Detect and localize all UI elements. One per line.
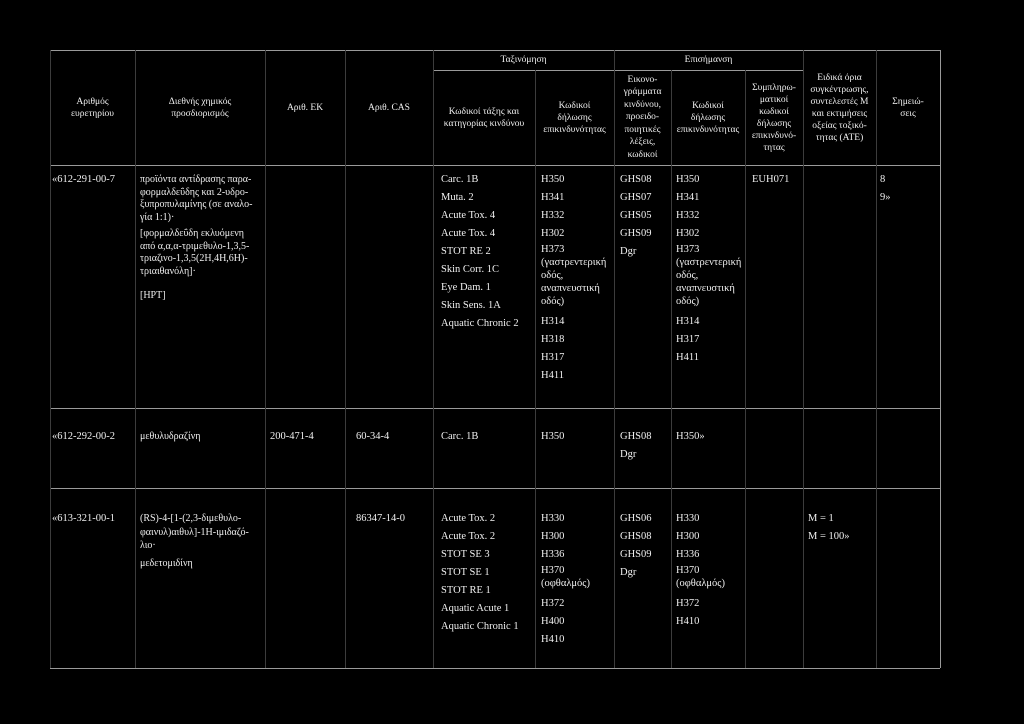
header-text: δήλωσης [690,112,726,123]
header-text: λέξεις, [629,137,656,148]
row-2-index-number [52,428,115,446]
header-text: επικινδυνότητας [543,124,606,135]
header-chemical-name [135,50,265,165]
chemical-name-line: τριαιθανόλη]· [140,265,196,277]
signal-word-code: Dgr [620,567,637,578]
hazard-class-code: Aquatic Acute 1 [441,603,510,614]
header-cas-number [345,50,433,165]
row-3-chemical-name [140,512,249,570]
hazard-class-code: Carc. 1B [441,431,479,442]
hazard-class-code: Aquatic Chronic 1 [441,621,519,632]
header-text: ποιητικές [624,124,661,135]
hazard-class-code: Acute Tox. 2 [441,513,496,524]
hazard-class-code: STOT SE 1 [441,567,490,578]
header-text: Ειδικά όρια [817,72,862,83]
row-2-chemical-name [140,428,200,446]
hazard-class-code: Acute Tox. 4 [441,210,496,221]
route-of-exposure: οδός, [676,270,699,281]
row-3-label-hazard-statements [676,510,725,631]
hazard-class-code: Acute Tox. 2 [441,531,496,542]
row-1-class-codes [441,171,519,333]
chemical-name-line: ξυπροπυλαμίνης (σε αναλο- [140,199,253,210]
hazard-statement-code: H370 [541,565,565,576]
row-1-label-hazard-statements [676,171,741,367]
header-text: κωδικοί [759,106,789,117]
hazard-statement-code: H302 [676,228,700,239]
route-of-exposure: οδός, [541,270,564,281]
hazard-statement-code: H332 [676,210,700,221]
hazard-statement-code: H350 [541,431,565,442]
header-text: ματικοί [759,94,789,105]
hazard-class-code: Carc. 1B [441,174,479,185]
chemical-name-line: γία 1:1)· [140,211,175,223]
table-bottom-border [50,668,940,669]
chemical-name-line: [HPT] [140,290,166,301]
header-labelling [614,50,803,70]
hazard-statement-code: H373 [676,244,700,255]
header-text: κινδύνου, [624,99,661,110]
header-text: και εκτιμήσεις [811,108,868,119]
m-factor: M = 1 [808,513,834,524]
pictogram-code: GHS08 [620,174,652,185]
chemical-name-line: φορμαλδεΰδης και 2-υδρο- [140,186,249,198]
header-label-hazard-statements [671,70,745,165]
target-organ: (οφθαλμός) [541,578,590,589]
hazard-statement-code: H410 [541,634,565,645]
route-of-exposure: αναπνευστική [541,283,600,294]
hazard-class-code: Skin Sens. 1A [441,300,501,311]
header-text: επικινδυνότητας [676,124,740,135]
hazard-statement-code: H302 [541,228,565,239]
signal-word-code: Dgr [620,246,637,257]
hazard-statement-code: H350 [676,174,700,185]
cas-number: 60-34-4 [356,431,390,442]
hazard-statement-code: H300 [541,531,565,542]
hazard-statement-code: H370 [676,565,700,576]
cas-number: 86347-14-0 [356,513,405,524]
header-pictograms [614,70,671,165]
hazard-statement-code: H350» [676,431,705,442]
signal-word-code: Dgr [620,449,637,460]
pictogram-code: GHS08 [620,531,652,542]
chemical-name-line: φαινυλ)αιθυλ]-1H-ιμιδαζό- [140,526,249,538]
row-1-supplemental-codes [752,171,789,189]
hazard-class-code: STOT SE 3 [441,549,490,560]
header-text: Εικονο- [627,74,658,85]
chemical-name-line: προϊόντα αντίδρασης παρα- [140,174,252,185]
header-text: Σημειώ- [892,96,924,107]
hazard-statement-code: H300 [676,531,700,542]
row-2-label-hazard-statements [676,428,705,446]
hazard-class-code: Muta. 2 [441,192,474,203]
index-number: «613-321-00-1 [52,513,115,524]
header-text: Επισήμανση [684,55,733,65]
header-supplemental-hazard-codes [745,70,803,165]
chemical-name-line: από α,α,α-τριμεθυλο-1,3,5- [140,240,250,252]
row-2-cas-number [356,428,389,446]
route-of-exposure: οδός) [541,296,565,307]
route-of-exposure: οδός) [676,296,700,307]
header-text: Αριθ. CAS [368,102,410,113]
row-divider [50,408,940,409]
header-text: Αριθμός [76,96,109,107]
hazard-statement-code: H336 [541,549,565,560]
row-1-chemical-name [140,174,252,303]
header-text: Κωδικοί [558,100,591,111]
chemical-name-line: τριαζινο-1,3,5(2H,4H,6H)- [140,253,248,264]
hazard-class-code: STOT RE 2 [441,246,491,257]
ec-number: 200-471-4 [270,431,314,442]
hazard-statement-code: H400 [541,616,565,627]
hazard-statement-code: H411 [541,370,564,381]
note-number: 8 [880,174,886,185]
row-3-specific-concentration-limits [808,510,850,546]
chemical-name-line: λιο· [140,540,156,551]
hazard-statement-code: H330 [541,513,565,524]
row-1-pictograms [620,171,652,261]
row-1-class-hazard-statements [541,171,606,385]
header-text: Αριθ. ΕΚ [286,102,324,113]
chemical-name-line: (RS)-4-[1-(2,3-διμεθυλο- [140,513,242,524]
header-bottom-border [50,165,940,166]
pictogram-code: GHS08 [620,431,652,442]
row-2-ec-number [270,428,314,446]
header-text: προειδο- [625,112,660,123]
header-text: Ταξινόμηση [500,55,547,65]
header-text: Διεθνής χημικός [168,96,232,107]
header-text: ευρετηρίου [71,108,114,119]
hazard-statement-code: H330 [676,513,700,524]
pictogram-code: GHS05 [620,210,652,221]
hazard-statement-code: H410 [676,616,700,627]
header-specific-concentration-limits [803,50,876,165]
header-text: γράμματα [623,87,662,98]
table-right-border [940,50,941,668]
header-text: δήλωσης [756,118,792,129]
hazard-statement-code: H318 [541,334,565,345]
hazard-statement-code: H317 [541,352,565,363]
header-text: επικινδυνό- [751,130,797,141]
header-text: τητας [763,142,785,153]
index-number: «612-292-00-2 [52,431,115,442]
hazard-statement-code: H336 [676,549,700,560]
header-text: τητας (ΑΤΕ) [815,132,864,143]
pictogram-code: GHS07 [620,192,652,203]
hazard-class-code: Skin Corr. 1C [441,264,500,275]
pictogram-code: GHS09 [620,549,652,560]
hazard-statement-code: H314 [676,316,700,327]
row-3-class-codes [441,510,519,636]
hazard-statement-code: H341 [541,192,565,203]
header-text: κατηγορίας κινδύνου [443,118,525,129]
header-text: προσδιορισμός [171,108,229,119]
hazard-class-code: Aquatic Chronic 2 [441,318,519,329]
row-2-class-codes [441,428,478,446]
chemical-name-line: μεδετομιδίνη [140,557,193,569]
header-notes [876,50,940,165]
header-index-number [50,50,135,165]
route-of-exposure: (γαστρεντερική [541,257,607,268]
note-number: 9» [880,192,891,203]
hazard-statement-code: H411 [676,352,699,363]
hazard-statement-code: H341 [676,192,700,203]
header-text: Συμπληρω- [752,82,796,93]
header-text: οξείας τοξικό- [812,120,867,131]
header-text: κωδικοί [627,149,658,160]
target-organ: (οφθαλμός) [676,578,725,589]
row-3-pictograms [620,510,652,582]
chemical-name-line: μεθυλυδραζίνη [140,431,201,442]
header-text: συγκέντρωσης, [810,84,869,95]
row-3-cas-number [356,510,405,528]
header-text: Κωδικοί [692,100,724,111]
row-1-index-number [52,171,115,189]
hazard-statement-code: H373 [541,244,565,255]
row-2-pictograms [620,428,652,464]
chemical-name-line: [φορμαλδεΰδη εκλυόμενη [140,228,245,239]
hazard-class-code: Acute Tox. 4 [441,228,496,239]
hazard-statement-code: H332 [541,210,565,221]
hazard-statement-code: H314 [541,316,565,327]
m-factor: M = 100» [808,531,850,542]
supplemental-hazard-code: EUH071 [752,174,790,185]
row-divider [50,488,940,489]
hazard-statement-code: H372 [676,598,700,609]
pictogram-code: GHS06 [620,513,652,524]
hazard-statement-code: H350 [541,174,565,185]
header-text: συντελεστές Μ [810,96,869,107]
index-number: «612-291-00-7 [52,174,115,185]
hazard-statement-code: H317 [676,334,700,345]
row-1-notes [880,171,891,207]
header-text: σεις [900,108,916,119]
header-ec-number [265,50,345,165]
header-text: Κωδικοί τάξης και [448,106,520,117]
pictogram-code: GHS09 [620,228,652,239]
hazard-class-code: STOT RE 1 [441,585,491,596]
header-class-codes [433,70,535,165]
row-3-class-hazard-statements [541,510,590,649]
row-2-class-hazard-statements [541,428,564,446]
hazard-statement-code: H372 [541,598,565,609]
hazard-class-code: Eye Dam. 1 [441,282,491,293]
row-3-index-number [52,510,115,528]
route-of-exposure: αναπνευστική [676,283,735,294]
route-of-exposure: (γαστρεντερική [676,257,742,268]
header-class-hazard-statements [535,70,614,165]
header-classification [433,50,614,70]
header-text: δήλωσης [557,112,592,123]
